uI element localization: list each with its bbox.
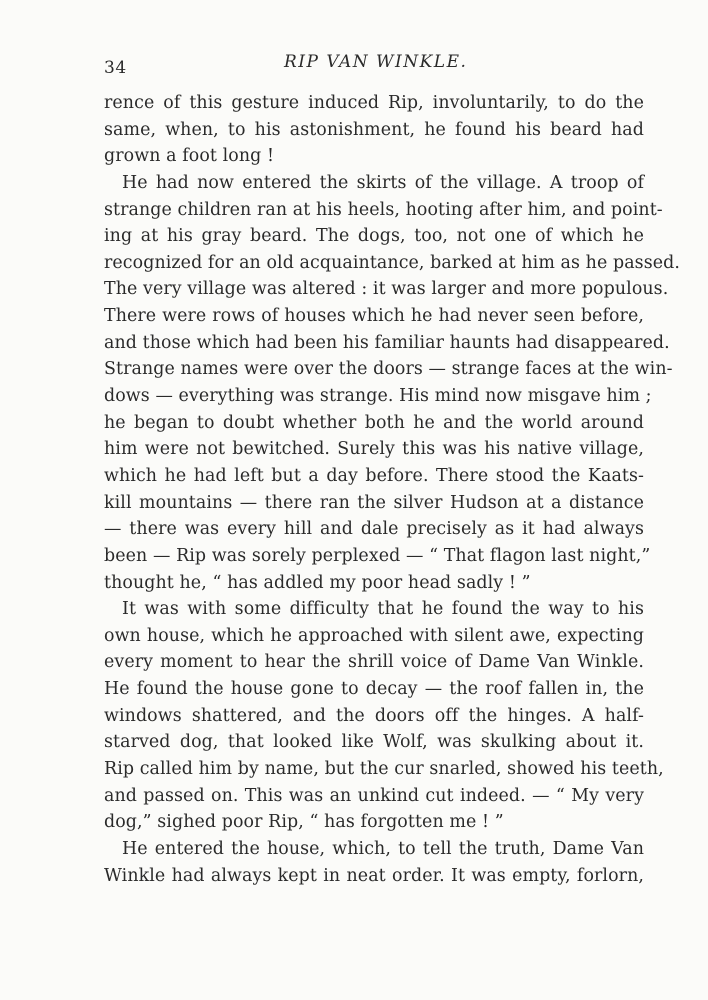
text-line: starved dog, that looked like Wolf, was skulking about it. xyxy=(104,732,644,753)
text-line: thought he, “ has addled my poor head sadly ! ” xyxy=(104,572,531,593)
text-line: he began to doubt whether both he and the world around xyxy=(104,412,644,433)
text-line: He entered the house, which, to tell the truth, Dame Van xyxy=(122,838,644,859)
text-line: grown a foot long ! xyxy=(104,146,275,167)
text-line: strange children ran at his heels, hooting after him, and point- xyxy=(104,199,663,220)
text-line: There were rows of houses which he had never seen before, xyxy=(104,306,644,327)
text-line: windows shattered, and the doors off the hinges. A half- xyxy=(104,705,644,726)
text-line: kill mountains — there ran the silver Hudson at a distance xyxy=(104,492,644,513)
text-line: Winkle had always kept in neat order. It was empty, forlorn, xyxy=(104,865,644,886)
text-line: every moment to hear the shrill voice of Dame Van Winkle. xyxy=(104,652,644,673)
text-line: — there was every hill and dale precisely as it had always xyxy=(104,519,644,540)
running-title: RIP VAN WINKLE. xyxy=(284,52,468,72)
text-line: It was with some difficulty that he found the way to his xyxy=(122,599,644,620)
page-number: 34 xyxy=(104,58,127,78)
text-line: recognized for an old acquaintance, barked at him as he passed. xyxy=(104,252,680,273)
text-line: The very village was altered : it was larger and more populous. xyxy=(104,279,669,300)
text-line: own house, which he approached with silent awe, expecting xyxy=(104,625,644,646)
text-line: dows — everything was strange. His mind now misgave him ; xyxy=(104,386,652,407)
text-line: Strange names were over the doors — strange faces at the win- xyxy=(104,359,673,380)
text-line: which he had left but a day before. There stood the Kaats- xyxy=(104,465,644,486)
text-line: dog,” sighed poor Rip, “ has forgotten me ! ” xyxy=(104,812,504,833)
text-line: and those which had been his familiar haunts had disappeared. xyxy=(104,332,670,353)
text-line: been — Rip was sorely perplexed — “ That flagon last night,” xyxy=(104,545,651,566)
text-line: He found the house gone to decay — the roof fallen in, the xyxy=(104,679,644,700)
text-line: and passed on. This was an unkind cut indeed. — “ My very xyxy=(104,785,644,806)
page-header xyxy=(104,52,644,80)
text-line: him were not bewitched. Surely this was his native village, xyxy=(104,439,644,460)
text-line: same, when, to his astonishment, he found his beard had xyxy=(104,119,644,140)
text-line: rence of this gesture induced Rip, involuntarily, to do the xyxy=(104,93,644,113)
body-text xyxy=(104,90,680,889)
text-line: ing at his gray beard. The dogs, too, not one of which he xyxy=(104,226,644,247)
text-line: He had now entered the skirts of the village. A troop of xyxy=(122,172,644,193)
text-line: Rip called him by name, but the cur snarled, showed his teeth, xyxy=(104,759,664,780)
